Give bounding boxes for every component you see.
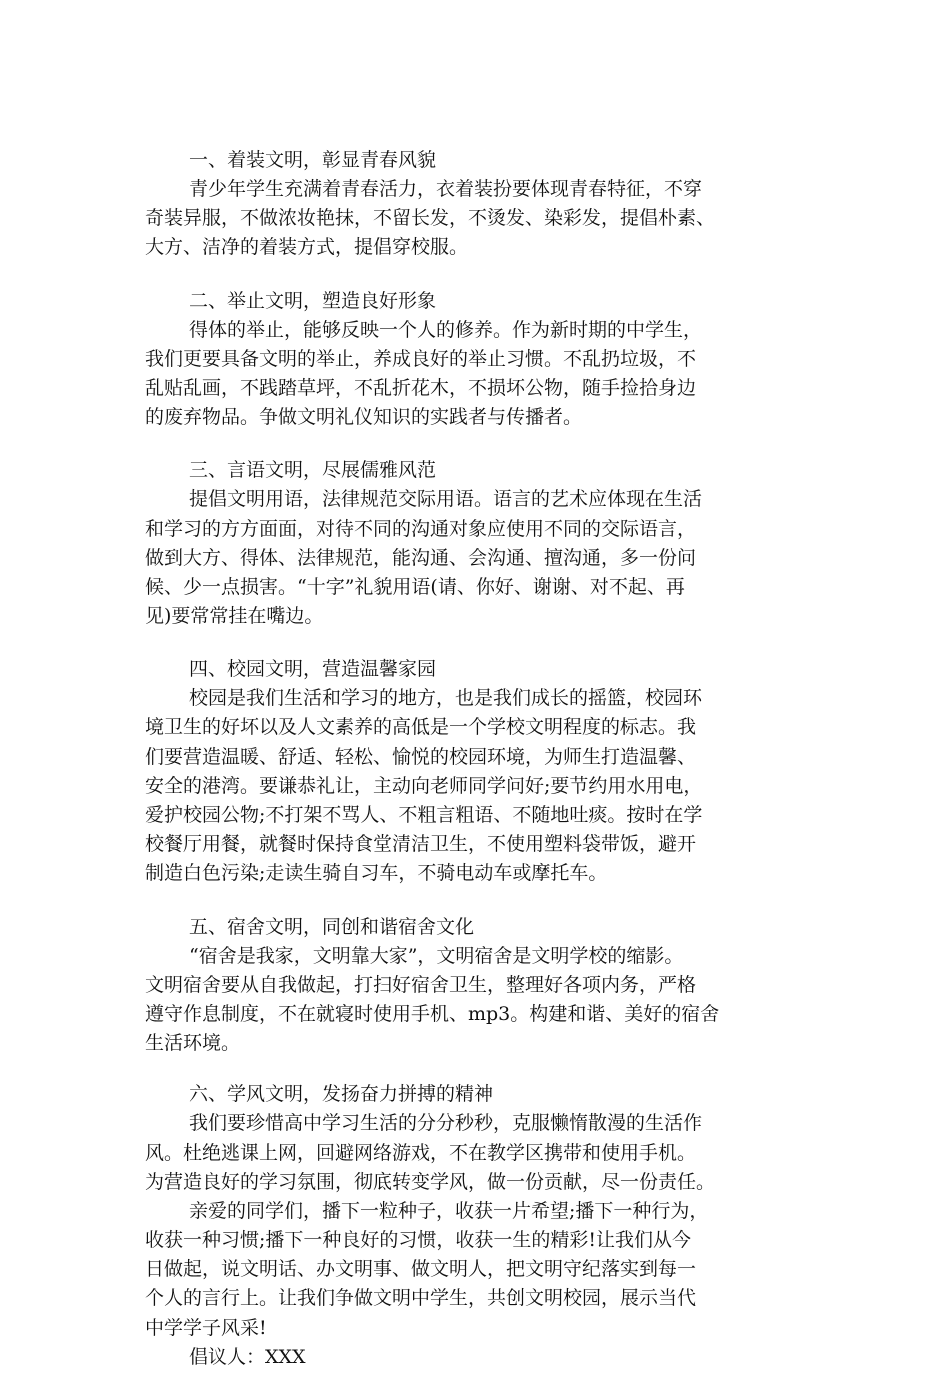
paragraph-line: “宿舍是我家，文明靠大家”，文明宿舍是文明学校的缩影。 <box>189 944 684 967</box>
section-dormitory <box>145 913 825 1059</box>
paragraph-line: 见)要常常挂在嘴边。 <box>145 605 324 628</box>
section-heading: 一、着装文明，彰显青春风貌 <box>189 149 437 171</box>
section-heading: 六、学风文明，发扬奋力拼搏的精神 <box>189 1083 494 1106</box>
paragraph-line: 乱贴乱画，不践踏草坪，不乱折花木，不损坏公物，随手捡拾身边 <box>145 376 697 399</box>
paragraph-line: 做到大方、得体、法律规范，能沟通、会沟通、擅沟通，多一份问 <box>145 546 697 569</box>
paragraph-line: 们要营造温暖、舒适、轻松、愉悦的校园环境，为师生打造温馨、 <box>145 745 697 768</box>
paragraph-line: 为营造良好的学习氛围，彻底转变学风，做一份贡献，尽一份责任。 <box>145 1170 716 1193</box>
paragraph-line: 文明宿舍要从自我做起，打扫好宿舍卫生，整理好各项内务，严格 <box>145 973 697 996</box>
paragraph-line: 爱护校园公物;不打架不骂人、不粗言粗语、不随地吐痰。按时在学 <box>145 804 703 826</box>
section-heading: 四、校园文明，营造温馨家园 <box>189 658 437 681</box>
paragraph-line: 青少年学生充满着青春活力，衣着装扮要体现青春特征，不穿 <box>189 178 703 200</box>
section-behavior <box>145 287 825 433</box>
document-page <box>145 146 825 1396</box>
paragraph-line: 风。杜绝逃课上网，回避网络游戏，不在教学区携带和使用手机。 <box>145 1141 697 1164</box>
closing-line: 收获一种习惯;播下一种良好的习惯，收获一生的精彩!让我们从今 <box>145 1229 692 1252</box>
paragraph-line: 我们要珍惜高中学习生活的分分秒秒，克服懒惰散漫的生活作 <box>189 1112 703 1135</box>
closing-line: 个人的言行上。让我们争做文明中学生，共创文明校园，展示当代 <box>145 1287 697 1310</box>
paragraph-line: 安全的港湾。要谦恭礼让，主动向老师同学问好;要节约用水用电， <box>145 774 703 797</box>
paragraph-line: 的废弃物品。争做文明礼仪知识的实践者与传播者。 <box>145 406 583 429</box>
paragraph-line: 制造白色污染;走读生骑自习车，不骑电动车或摩托车。 <box>145 862 608 885</box>
paragraph-line: 提倡文明用语，法律规范交际用语。语言的艺术应体现在生活 <box>189 488 703 511</box>
paragraph-line: 境卫生的好坏以及人文素养的高低是一个学校文明程度的标志。我 <box>145 716 697 739</box>
section-heading: 五、宿舍文明，同创和谐宿舍文化 <box>189 915 475 938</box>
paragraph-line: 我们更要具备文明的举止，养成良好的举止习惯。不乱扔垃圾，不 <box>145 347 697 370</box>
paragraph-line: 遵守作息制度，不在就寝时使用手机、mp3。构建和谐、美好的宿舍 <box>145 1002 720 1025</box>
section-speech <box>145 456 825 631</box>
section-heading: 三、言语文明，尽展儒雅风范 <box>189 459 437 482</box>
section-attire <box>145 146 825 263</box>
section-study <box>145 1080 825 1372</box>
section-campus <box>145 655 825 888</box>
signature: 倡议人：XXX <box>189 1345 306 1368</box>
paragraph-line: 得体的举止，能够反映一个人的修养。作为新时期的中学生， <box>189 318 703 341</box>
paragraph-line: 校餐厅用餐，就餐时保持食堂清洁卫生，不使用塑料袋带饭，避开 <box>145 833 697 856</box>
paragraph-line: 校园是我们生活和学习的地方，也是我们成长的摇篮，校园环 <box>189 687 703 710</box>
section-heading: 二、举止文明，塑造良好形象 <box>189 289 437 312</box>
closing-line: 日做起，说文明话、办文明事、做文明人，把文明守纪落实到每一 <box>145 1258 697 1281</box>
closing-line: 亲爱的同学们，播下一粒种子，收获一片希望;播下一种行为， <box>189 1199 709 1222</box>
paragraph-line: 候、少一点损害。“十字”礼貌用语(请、你好、谢谢、对不起、再 <box>145 575 685 598</box>
paragraph-line: 生活环境。 <box>145 1032 241 1055</box>
closing-line: 中学学子风采! <box>145 1316 267 1339</box>
paragraph-line: 大方、洁净的着装方式，提倡穿校服。 <box>145 236 469 259</box>
paragraph-line: 和学习的方方面面，对待不同的沟通对象应使用不同的交际语言， <box>145 517 697 540</box>
paragraph-line: 奇装异服，不做浓妆艳抹，不留长发，不烫发、染彩发，提倡朴素、 <box>145 207 716 230</box>
